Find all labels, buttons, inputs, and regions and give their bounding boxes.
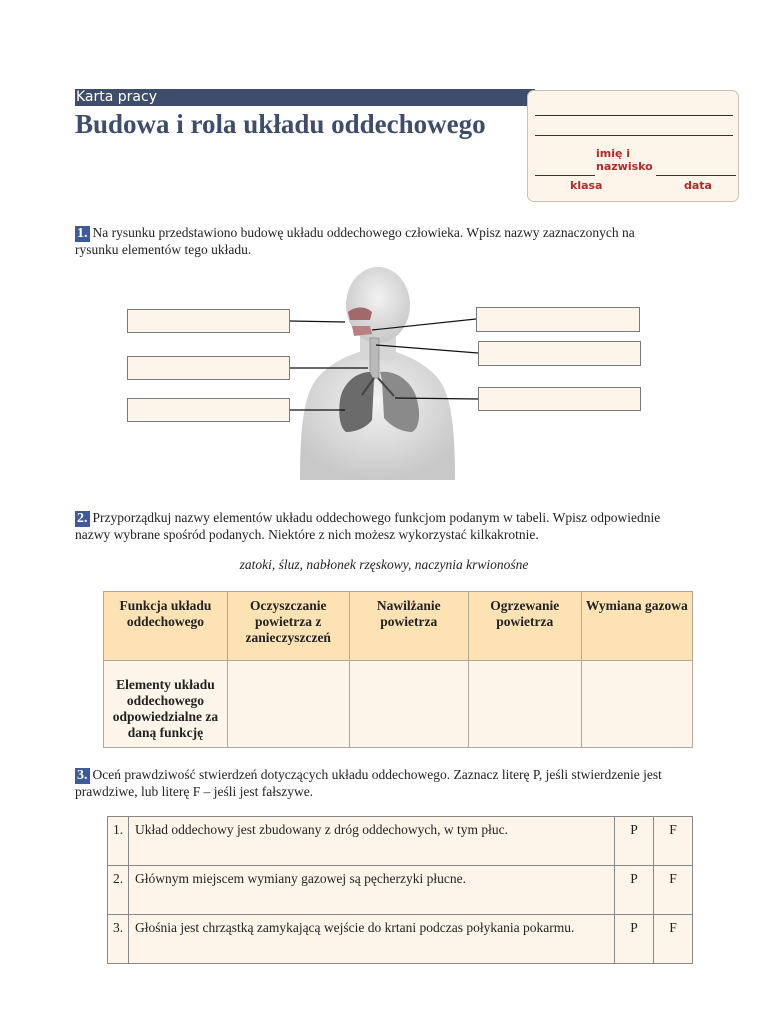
task-3-number: 3. — [77, 768, 88, 783]
name-label: imię i nazwisko — [596, 147, 653, 173]
label-box-right-3[interactable] — [478, 387, 641, 411]
task-2-instruction — [75, 510, 665, 543]
label-box-left-3[interactable] — [127, 398, 290, 422]
answer-cell-gas-exchange[interactable] — [581, 661, 692, 748]
table-row-label: Elementy układu oddechowego odpowiedzialne za daną funkcję — [104, 661, 228, 748]
task-1-number: 1. — [77, 226, 88, 241]
table-header-warming: Ogrzewanie powietrza — [468, 592, 581, 661]
functions-table — [103, 591, 693, 748]
table-header-gas-exchange: Wymiana gazowa — [581, 592, 692, 661]
date-label: data — [684, 179, 712, 192]
worksheet-tag: Karta pracy — [76, 89, 157, 105]
table-row — [108, 817, 693, 866]
statement-number: 2. — [108, 866, 129, 915]
task-2-number: 2. — [77, 511, 88, 526]
option-false[interactable]: F — [654, 817, 693, 866]
task-3-text: Oceń prawdziwość stwierdzeń dotyczących układu oddechowego. Zaznacz literę P, jeśli stwierdzenie jest prawdziwe, lub literę F – jeśli jest fałszywe. — [75, 767, 662, 799]
label-box-right-2[interactable] — [478, 341, 641, 366]
option-true[interactable]: P — [615, 817, 654, 866]
statement-text: Głównym miejscem wymiany gazowej są pęcherzyki płucne. — [129, 866, 615, 915]
label-box-left-1[interactable] — [127, 309, 290, 333]
option-false[interactable]: F — [654, 915, 693, 964]
trachea — [370, 338, 379, 378]
connector-line-1 — [290, 321, 345, 322]
statement-number: 3. — [108, 915, 129, 964]
table-header-cleaning: Oczyszczanie powietrza z zanieczyszczeń — [227, 592, 349, 661]
label-box-left-2[interactable] — [127, 356, 290, 380]
label-box-right-1[interactable] — [476, 307, 640, 332]
class-label: klasa — [570, 179, 603, 192]
page-title: Budowa i rola układu oddechowego — [75, 109, 486, 139]
option-false[interactable]: F — [654, 866, 693, 915]
option-true[interactable]: P — [615, 915, 654, 964]
table-row — [108, 866, 693, 915]
statement-text: Głośnia jest chrząstką zamykającą wejście do krtani podczas połykania pokarmu. — [129, 915, 615, 964]
task-1-text: Na rysunku przedstawiono budowę układu oddechowego człowieka. Wpisz nazwy zaznaczonych na rysunku elementów tego układu. — [75, 225, 635, 257]
table-header-function: Funkcja układu oddechowego — [104, 592, 228, 661]
respiratory-system-illustration — [0, 0, 768, 500]
answer-cell-cleaning[interactable] — [227, 661, 349, 748]
task-2-text: Przyporządkuj nazwy elementów układu oddechowego funkcjom podanym w tabeli. Wpisz odpowiednie nazwy wybrane spośród podanych. Niektóre z nich możesz wykorzystać kilkakrotnie. — [75, 510, 661, 542]
true-false-table — [107, 816, 693, 964]
answer-cell-warming[interactable] — [468, 661, 581, 748]
statement-text: Układ oddechowy jest zbudowany z dróg oddechowych, w tym płuc. — [129, 817, 615, 866]
statement-number: 1. — [108, 817, 129, 866]
table-row — [108, 915, 693, 964]
table-header-humidifying: Nawilżanie powietrza — [349, 592, 468, 661]
word-bank: zatoki, śluz, nabłonek rzęskowy, naczynia krwionośne — [239, 557, 529, 572]
answer-cell-humidifying[interactable] — [349, 661, 468, 748]
task-3-instruction — [75, 767, 695, 800]
option-true[interactable]: P — [615, 866, 654, 915]
